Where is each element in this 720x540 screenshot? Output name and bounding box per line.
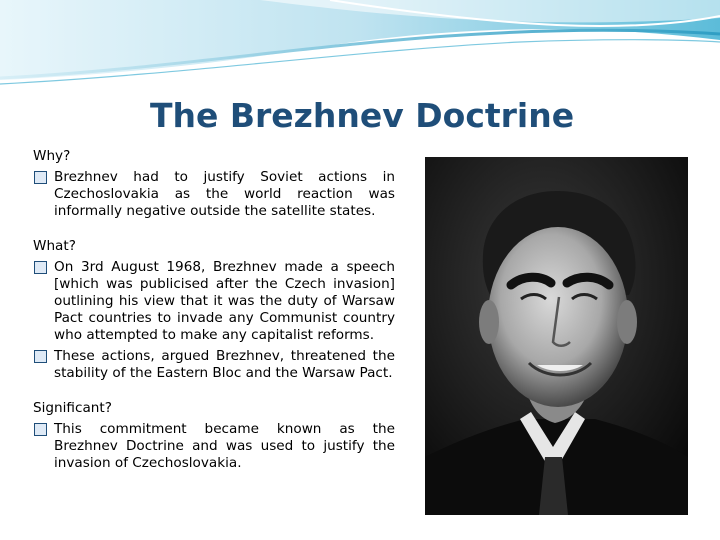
bullet-text: This commitment became known as the Brezhnev Doctrine and was used to justify the invasion of Czechoslovakia. <box>54 421 395 471</box>
bullet-item <box>33 421 395 472</box>
section-what <box>33 238 395 382</box>
content-area <box>33 148 395 490</box>
section-heading: Significant? <box>33 400 112 416</box>
section-heading: Why? <box>33 148 71 164</box>
section-significant <box>33 400 395 472</box>
section-why <box>33 148 395 220</box>
bullet-text: These actions, argued Brezhnev, threatened the stability of the Eastern Bloc and the Warsaw Pact. <box>54 348 395 381</box>
bullet-item <box>33 169 395 220</box>
square-bullet-icon <box>34 261 47 274</box>
bullet-text: On 3rd August 1968, Brezhnev made a speech [which was publicised after the Czech invasion] outlining his view that it was the duty of Warsaw Pact countries to invade any Communist country who attempted to make any capitalist reforms. <box>54 259 395 343</box>
square-bullet-icon <box>34 171 47 184</box>
portrait-photo <box>425 157 688 515</box>
slide-title: The Brezhnev Doctrine <box>150 96 575 135</box>
bullet-item <box>33 259 395 344</box>
bullet-item <box>33 348 395 382</box>
header-swoosh-decoration <box>0 0 720 90</box>
section-heading: What? <box>33 238 76 254</box>
square-bullet-icon <box>34 350 47 363</box>
bullet-text: Brezhnev had to justify Soviet actions in Czechoslovakia as the world reaction was informally negative outside the satellite states. <box>54 169 395 219</box>
square-bullet-icon <box>34 423 47 436</box>
